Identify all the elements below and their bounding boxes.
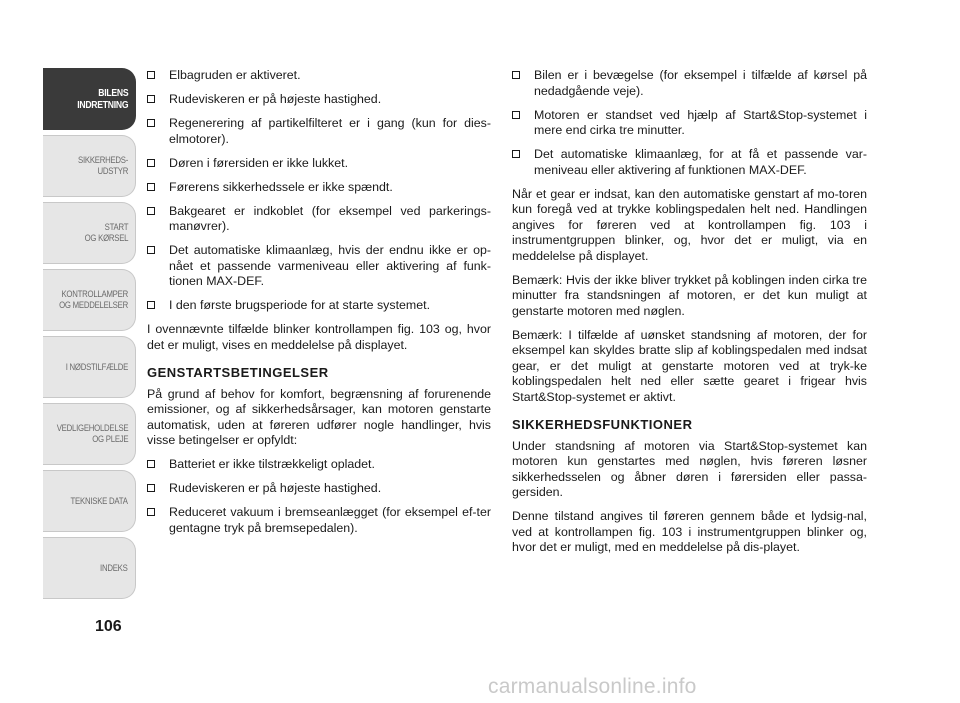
list-item: Det automatiske klimaanlæg, hvis der endnu ikke er op-nået et passende varmeniveau eller aktivering af funk-tionen MAX-DEF. xyxy=(147,243,491,290)
section-heading: GENSTARTSBETINGELSER xyxy=(147,365,329,380)
checkbox-bullet-icon xyxy=(147,301,155,309)
paragraph: Når et gear er indsat, kan den automatiske genstart af mo-toren kun foregå ved at trykke koblingspedalen helt ned. Handlingen angives for føreren ved at kontrollampen fig. 103 i instrumentgruppen blinker, og, hvor det er muligt, via en meddelelse på displayet. xyxy=(512,186,867,263)
list-item: Rudeviskeren er på højeste hastighed. xyxy=(147,92,491,108)
section-heading: SIKKERHEDSFUNKTIONER xyxy=(512,417,693,432)
list-item: Rudeviskeren er på højeste hastighed. xyxy=(147,481,491,497)
checkbox-bullet-icon xyxy=(147,71,155,79)
tab-sikkerhedsudstyr[interactable] xyxy=(43,135,136,197)
list-item: Regenerering af partikelfilteret er i gang (kun for dies-elmotorer). xyxy=(147,116,491,147)
tab-indeks[interactable] xyxy=(43,537,136,599)
tab-label: START OG KØRSEL xyxy=(84,222,128,244)
paragraph: I ovennævnte tilfælde blinker kontrollampen fig. 103 og, hvor det er muligt, vises en meddelelse på displayet. xyxy=(147,322,491,352)
tab-label: TEKNISKE DATA xyxy=(70,495,128,507)
checkbox-bullet-icon xyxy=(512,71,520,79)
right-column xyxy=(512,68,867,564)
tab-label: INDEKS xyxy=(100,562,128,574)
list-item: Bilen er i bevægelse (for eksempel i tilfælde af kørsel på nedadgående veje). xyxy=(512,68,867,99)
list-item: Førerens sikkerhedssele er ikke spændt. xyxy=(147,180,491,196)
tab-label: KONTROLLAMPER OG MEDDELELSER xyxy=(59,289,128,311)
paragraph: Under standsning af motoren via Start&Stop-systemet kan motoren kun genstartes med nøglen, hvis føreren løsner sikkerhedsselen og åbner døren i førersiden eller passa-gersiden. xyxy=(512,438,867,499)
list-item: Det automatiske klimaanlæg, for at få et passende var-meniveau eller aktivering af funktionen MAX-DEF. xyxy=(512,147,867,178)
tab-bilens-indretning[interactable] xyxy=(43,68,136,130)
checkbox-bullet-icon xyxy=(147,159,155,167)
tab-label: VEDLIGEHOLDELSE OG PLEJE xyxy=(56,423,128,445)
left-column xyxy=(147,68,491,545)
checkbox-bullet-icon xyxy=(147,119,155,127)
list-item: I den første brugsperiode for at starte systemet. xyxy=(147,298,491,314)
checkbox-bullet-icon xyxy=(147,246,155,254)
list-item: Motoren er standset ved hjælp af Start&Stop-systemet i mere end cirka tre minutter. xyxy=(512,108,867,139)
tab-label: SIKKERHEDS- UDSTYR xyxy=(77,155,128,177)
tab-nodstilfaelde[interactable] xyxy=(43,336,136,398)
list-item: Døren i førersiden er ikke lukket. xyxy=(147,156,491,172)
tab-label: BILENS INDRETNING xyxy=(76,87,128,111)
tab-vedligeholdelse[interactable] xyxy=(43,403,136,465)
list-item: Elbagruden er aktiveret. xyxy=(147,68,491,84)
checkbox-bullet-icon xyxy=(147,207,155,215)
watermark: carmanualsonline.info xyxy=(488,675,697,698)
list-item: Bakgearet er indkoblet (for eksempel ved parkerings-manøvrer). xyxy=(147,204,491,235)
checkbox-bullet-icon xyxy=(512,111,520,119)
checkbox-bullet-icon xyxy=(512,150,520,158)
paragraph: På grund af behov for komfort, begrænsning af forurenende emissioner, og af sikkerhedsårsager, kan motoren genstarte automatisk, uden at føreren udfører nogle handlinger, hvis visse betingelser er opfyldt: xyxy=(147,386,491,447)
tab-start-og-korsel[interactable] xyxy=(43,202,136,264)
checkbox-bullet-icon xyxy=(147,183,155,191)
paragraph: Bemærk: I tilfælde af uønsket standsning af motoren, der for eksempel kan skyldes bratte slip af koblingspedalen med indsat gear, er det muligt at genstarte motoren ved at tryk-ke koblingspedalen helt ned eller sætte gearet i frigear hvis Start&Stop-systemet er aktivt. xyxy=(512,327,867,404)
checkbox-bullet-icon xyxy=(147,484,155,492)
page-number: 106 xyxy=(95,618,122,635)
checkbox-bullet-icon xyxy=(147,508,155,516)
list-item: Reduceret vakuum i bremseanlægget (for eksempel ef-ter gentagne tryk på bremsepedalen). xyxy=(147,505,491,536)
tab-kontrollamper[interactable] xyxy=(43,269,136,331)
tab-tekniske-data[interactable] xyxy=(43,470,136,532)
chapter-tabs xyxy=(43,68,136,604)
paragraph: Denne tilstand angives til føreren gennem både et lydsig-nal, ved at kontrollampen fig. 103 i instrumentgruppen blinker og, hvor det er muligt, med en meddelelse på dis-playet. xyxy=(512,509,867,554)
checkbox-bullet-icon xyxy=(147,460,155,468)
paragraph: Bemærk: Hvis der ikke bliver trykket på koblingen inden cirka tre minutter fra standsningen af motoren, er det kun muligt at genstarte motoren med nøglen. xyxy=(512,272,867,318)
checkbox-bullet-icon xyxy=(147,95,155,103)
tab-label: I NØDSTILFÆLDE xyxy=(65,361,128,373)
list-item: Batteriet er ikke tilstrækkeligt opladet. xyxy=(147,457,491,473)
